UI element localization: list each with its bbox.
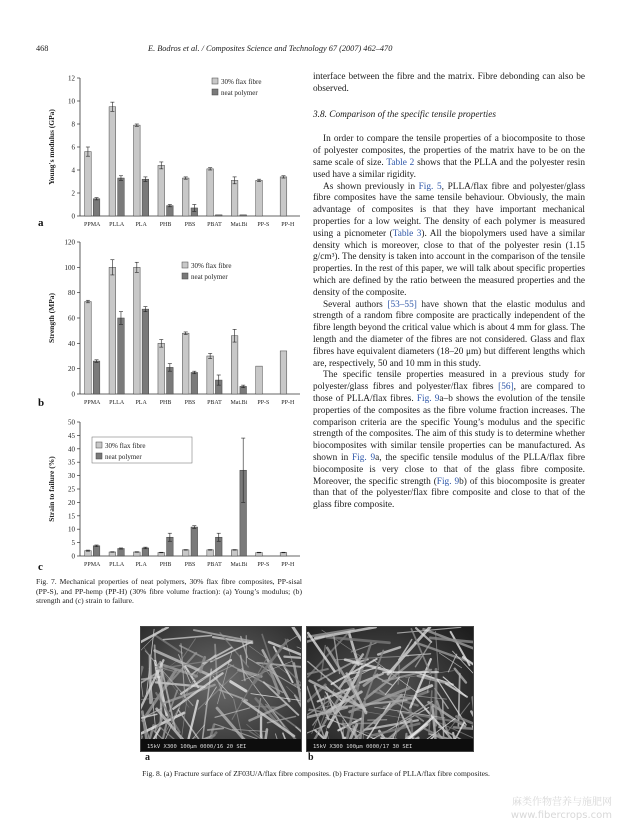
sem-texture-a — [141, 627, 301, 751]
x-tick-label: PP-H — [281, 562, 295, 568]
fig7-panel-b — [34, 232, 306, 410]
panel-letter: c — [38, 561, 43, 573]
bar-PHB-flax — [158, 165, 165, 216]
bar-PPMA-neat — [93, 361, 100, 394]
y-axis-label: Strength (MPa) — [47, 292, 56, 344]
paragraph-2: As shown previously in Fig. 5, PLLA/flax fibre and polyester/glass fibre composites have the same tensile behaviour. Obviously, the main advantage of composites is that they have important mechanical properties for a low weight. The density of each polymer is measured using a picnometer (Table 3). All the biopolymers used have a similar density which is moreover, close to that of the polyester resin (1.15 g/cm³). The density is taken into account in the comparison of the tensile properties. In the rest of this paper, we will talk about specific properties which are defined by the ratio between the measured properties and the density of the composite. — [313, 181, 585, 298]
x-tick-label: PBAT — [207, 222, 222, 228]
legend-swatch — [96, 442, 102, 448]
paragraph-4: The specific tensile properties measured in a previous study for polyester/glass fibres and polyester/flax fibres [56], are compared to those of PLLA/flax fibres. Fig. 9a–b shows the evolution of the tensile properties of the composites as the fibre volume fraction increases. The comparison criteria are the specific Young’s modulus and the specific strength of the composites. The aim of this study is to determine whether biocomposites with similar tensile properties can be manufactured. As shown in Fig. 9a, the specific tensile modulus of the PLLA/flax fibre biocomposite is very close to that of the glass fibre composite. Moreover, the specific strength (Fig. 9b) of this biocomposite is greater than that of the polyester/flax fibre composite and close to that of the glass fibre composite. — [313, 370, 585, 511]
sem-texture-b — [307, 627, 473, 751]
y-tick-label: 6 — [71, 143, 75, 152]
bar-PBS-neat — [191, 527, 198, 556]
sem-image-a — [140, 626, 302, 752]
bar-PLA-flax — [134, 267, 141, 394]
y-tick-label: 40 — [68, 339, 75, 348]
fig7-panel-c — [34, 414, 306, 574]
x-tick-label: PPMA — [84, 222, 101, 228]
panel-letter: a — [38, 217, 44, 229]
x-tick-label: Mat.Bi — [230, 562, 248, 568]
bar-PLLA-flax — [109, 107, 116, 216]
bar-PBAT-flax — [207, 169, 214, 216]
bar-PLA-neat — [142, 179, 149, 216]
x-tick-label: PLA — [135, 400, 147, 406]
x-tick-label: PP-S — [257, 400, 270, 406]
y-tick-label: 10 — [68, 525, 75, 534]
y-tick-label: 60 — [68, 314, 75, 323]
legend — [212, 78, 261, 97]
page-number: 468 — [36, 44, 49, 53]
paragraph-intro: interface between the fibre and the matrix. Fibre debonding can also be observed. — [313, 72, 585, 94]
bar-PLLA-neat — [118, 178, 125, 216]
bar-PLLA-flax — [109, 267, 116, 394]
x-tick-label: PHB — [159, 222, 172, 228]
x-tick-label: PBS — [184, 400, 196, 406]
x-tick-label: PBS — [184, 222, 196, 228]
bar-PBAT-flax — [207, 356, 214, 394]
fig8-caption: Fig. 8. (a) Fracture surface of ZF03U/A/flax fibre composites. (b) Fracture surface of PLLA/flax fibre composites. — [142, 769, 490, 778]
x-tick-label: PP-S — [257, 222, 270, 228]
legend-label: 30% flax fibre — [105, 442, 146, 450]
legend — [92, 437, 192, 463]
ref-table-2[interactable]: Table 2 — [386, 157, 415, 168]
y-axis-label: Strain to failure (%) — [47, 456, 56, 522]
y-tick-label: 0 — [71, 390, 75, 399]
y-tick-label: 8 — [71, 120, 75, 129]
fig8-label-b: b — [308, 752, 314, 763]
legend-label: neat polymer — [105, 453, 142, 461]
y-tick-label: 0 — [71, 552, 75, 561]
y-tick-label: 20 — [68, 365, 75, 374]
y-tick-label: 50 — [68, 418, 75, 427]
chart-b — [34, 232, 306, 410]
legend-swatch — [182, 262, 188, 268]
y-tick-label: 25 — [68, 485, 75, 494]
legend-label: 30% flax fibre — [191, 262, 232, 270]
x-tick-label: PPMA — [84, 562, 101, 568]
bar-PBAT-neat — [215, 215, 222, 216]
ref-fig-9[interactable]: Fig. 9 — [436, 476, 460, 487]
ref-fig-9[interactable]: Fig. 9 — [352, 452, 376, 463]
bar-PLLA-neat — [118, 548, 125, 556]
ref-table-3[interactable]: Table 3 — [392, 228, 422, 239]
bar-PP-H-flax — [280, 177, 287, 216]
fig7-panel-a — [34, 68, 306, 230]
section-heading: 3.8. Comparison of the specific tensile properties — [313, 109, 496, 120]
svg-text:15kV X300 100μm 0000/17: 15kV X300 100μm 0000/17 30 SEI — [313, 744, 413, 750]
bar-PBS-flax — [182, 333, 189, 394]
bar-PBS-neat — [191, 372, 198, 394]
bar-Mat.Bi-flax — [231, 180, 238, 216]
fibre-strand — [398, 665, 399, 684]
y-tick-label: 45 — [68, 431, 75, 440]
x-tick-label: Mat.Bi — [230, 400, 248, 406]
legend — [182, 262, 231, 281]
bar-Mat.Bi-flax — [231, 550, 238, 556]
legend-swatch — [96, 453, 102, 459]
running-title: E. Bodros et al. / Composites Science and Technology 67 (2007) 462–470 — [148, 44, 393, 53]
bar-PPMA-flax — [85, 152, 92, 216]
paragraph-1: In order to compare the tensile properties of a biocomposite to those of polyester composites, the properties of the matrix have to be on the same scale of size. Table 2 shows that the PLLA and the polyester resin used have a similar rigidity. — [313, 134, 586, 180]
bar-PP-S-flax — [256, 180, 263, 216]
bar-Mat.Bi-neat — [240, 215, 247, 216]
y-tick-label: 4 — [71, 166, 75, 175]
x-tick-label: PP-H — [281, 222, 295, 228]
y-tick-label: 10 — [68, 97, 75, 106]
x-tick-label: PBAT — [207, 562, 222, 568]
ref-fig-9[interactable]: Fig. 9 — [416, 393, 440, 404]
y-tick-label: 0 — [71, 212, 75, 221]
watermark-line-2: www.fibercrops.com — [510, 810, 612, 821]
bar-PHB-flax — [158, 343, 165, 394]
bar-PLA-neat — [142, 309, 149, 394]
x-tick-label: PHB — [159, 400, 172, 406]
ref-fig-5[interactable]: Fig. 5 — [418, 181, 442, 192]
bar-PLA-flax — [134, 552, 141, 556]
x-tick-label: PLLA — [109, 222, 125, 228]
legend-swatch — [182, 273, 188, 279]
y-tick-label: 120 — [64, 238, 75, 247]
bar-PP-S-flax — [256, 366, 263, 394]
x-tick-label: PP-S — [257, 562, 270, 568]
bar-PLA-neat — [142, 548, 149, 556]
panel-letter: b — [38, 397, 45, 409]
legend-label: 30% flax fibre — [221, 78, 262, 86]
bar-PLA-flax — [134, 125, 141, 216]
x-tick-label: PLA — [135, 562, 147, 568]
bar-Mat.Bi-flax — [231, 336, 238, 394]
x-tick-label: PPMA — [84, 400, 101, 406]
sem-image-b — [306, 626, 474, 752]
y-tick-label: 80 — [68, 289, 75, 298]
y-tick-label: 15 — [68, 512, 75, 521]
bar-PLLA-neat — [118, 318, 125, 394]
bar-PBAT-flax — [207, 550, 214, 556]
bar-PBS-flax — [182, 550, 189, 556]
chart-c — [34, 414, 306, 574]
x-tick-label: PLA — [135, 222, 147, 228]
x-tick-label: PBS — [184, 562, 196, 568]
legend-label: neat polymer — [221, 89, 258, 97]
x-tick-label: PLLA — [109, 562, 125, 568]
x-tick-label: PLLA — [109, 400, 125, 406]
legend-swatch — [212, 89, 218, 95]
body-text-right-column — [313, 72, 585, 512]
y-tick-label: 12 — [68, 74, 75, 83]
y-axis-label: Young's modulus (GPa) — [47, 109, 56, 185]
x-tick-label: PBAT — [207, 400, 222, 406]
chart-a — [34, 68, 306, 230]
fig8-label-a: a — [145, 752, 150, 763]
bar-PP-H-flax — [280, 351, 287, 394]
watermark — [511, 796, 612, 822]
fig7-caption: Fig. 7. Mechanical properties of neat polymers, 30% flax fibre composites, PP-sisal (PP-S), and PP-hemp (PP-H) (30% fibre volume fraction): (a) Young’s modulus; (b) strength and (c) strain to failure. — [36, 577, 302, 606]
x-tick-label: PP-H — [281, 400, 295, 406]
y-tick-label: 30 — [68, 472, 75, 481]
bar-PBS-flax — [182, 178, 189, 216]
svg-text:15kV X300 100μm 0000/16: 15kV X300 100μm 0000/16 20 SEI — [147, 744, 247, 750]
y-tick-label: 100 — [64, 263, 75, 272]
watermark-line-1: 麻类作物营养与施肥网 — [512, 797, 612, 808]
bar-PLLA-flax — [109, 552, 116, 556]
ref-56[interactable]: [56] — [498, 382, 514, 393]
x-tick-label: PHB — [159, 562, 172, 568]
x-tick-label: Mat.Bi — [230, 222, 248, 228]
y-tick-label: 20 — [68, 498, 75, 507]
y-tick-label: 5 — [71, 539, 75, 548]
bar-PPMA-flax — [85, 302, 92, 394]
y-tick-label: 35 — [68, 458, 75, 467]
bar-PHB-neat — [167, 206, 174, 216]
paragraph-3: Several authors [53–55] have shown that the elastic modulus and strength of a random fibre composite are practically independent of the fibre length beyond the critical value which is about 4 mm for glass. The length and the diameter of the fibres are not considered. Glass and flax fibres have equivalent diameters (18–20 μm) but different lengths which are, respectively, 50 and 10 mm in this study. — [313, 299, 586, 369]
bar-PPMA-neat — [93, 546, 100, 556]
legend-label: neat polymer — [191, 273, 228, 281]
legend-swatch — [212, 78, 218, 84]
ref-53-55[interactable]: [53–55] — [387, 299, 417, 310]
y-tick-label: 2 — [71, 189, 75, 198]
y-tick-label: 40 — [68, 445, 75, 454]
bar-PPMA-neat — [93, 199, 100, 216]
